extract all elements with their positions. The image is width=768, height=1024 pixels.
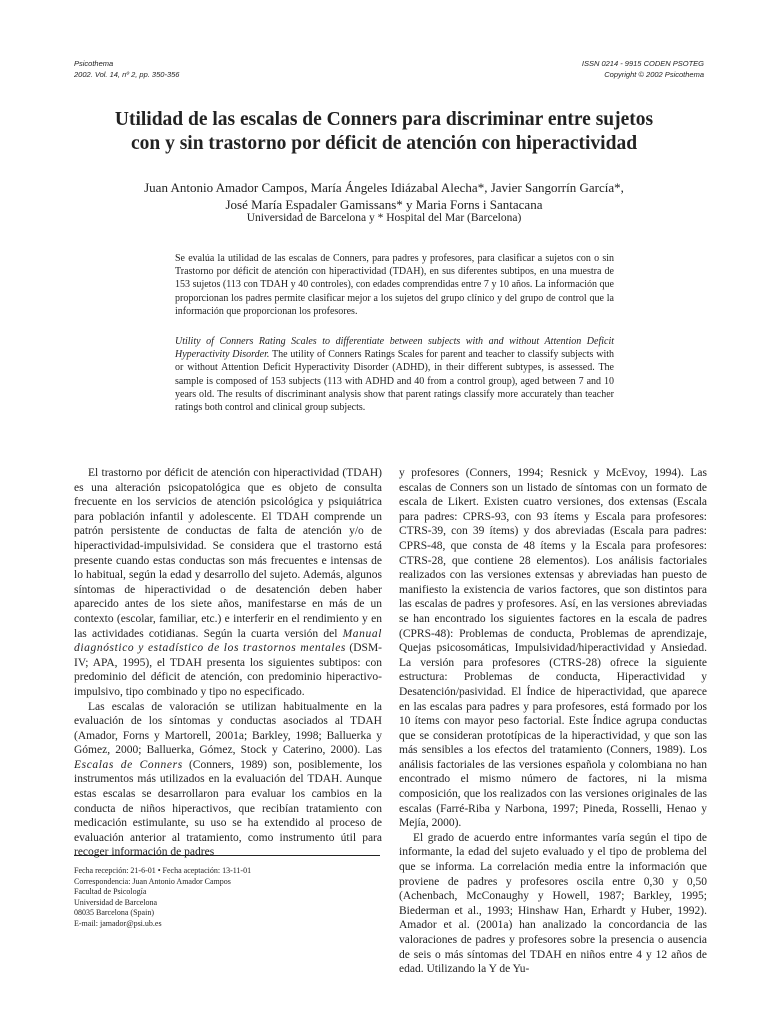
affiliation: Universidad de Barcelona y * Hospital del Mar (Barcelona): [246, 212, 522, 224]
scales-title: Escalas de Conners: [74, 758, 183, 771]
footnote-email: E-mail: jamador@psi.ub.es: [74, 918, 162, 928]
abstract-english: [175, 335, 614, 414]
footnote-correspondence: Correspondencia: Juan Antonio Amador Campos: [74, 876, 231, 886]
paragraph: [74, 466, 382, 700]
paragraph-text: (Conners, 1989) son, posiblemente, los instrumentos más utilizados en la evaluación del TDAH. Aunque estas escalas se desarrollaron para evaluar los cambios en la conducta de niños hiperactivos, que recibían tratamiento con medicación estimulante, su uso se ha extendido al proceso de evaluación anterior al tratamiento, como instrumento útil para recoger información de padres: [74, 758, 383, 859]
journal-header: [74, 58, 179, 80]
journal-issue: 2002. Vol. 14, nº 2, pp. 350-356: [74, 70, 180, 79]
article-title: [60, 108, 708, 156]
copyright-header: [582, 58, 704, 80]
footnote-divider: [74, 855, 380, 856]
footnote-university: Universidad de Barcelona: [74, 897, 158, 907]
body-column-left: [74, 466, 382, 860]
title-line-1: Utilidad de las escalas de Conners para discriminar entre sujetos: [114, 109, 654, 130]
paragraph: El grado de acuerdo entre informantes varía según el tipo de informante, la edad del sujeto evaluado y el tipo de problema del que se informa. La correlación media entre la información que proviene de padres y profesores oscila entre 0,30 y 0,50 (Achenbach, McConaughy y Howell, 1987; Barkley, 1995; Biederman et al., 1993; Hinshaw Han, Erhardt y Huber, 1992). Amador et al. (2001a) han analizado la concordancia de las valoraciones de padres y profesores sobre la presencia o ausencia de seis o más síntomas del TDAH en niños entre 4 y 12 años de edad. Utilizando la Y de Yu-: [399, 831, 707, 976]
issn: ISSN 0214 - 9915 CODEN PSOTEG: [581, 59, 704, 68]
body-column-right: [399, 466, 707, 977]
manual-title: Manual diagnóstico y estadístico de los trastornos mentales: [74, 627, 382, 655]
paragraph-text: (DSM-IV; APA, 1995), el TDAH presenta los siguientes subtipos: con predominio del déficit de atención, con predominio hiperactivo-impulsivo, tipo combinado y tipo no especificado.: [74, 642, 383, 698]
footnote: [74, 866, 251, 930]
english-title: Utility of Conners Rating Scales to differentiate between subjects with and without Attention Deficit Hyperactivity Disorder.: [175, 336, 614, 361]
footnote-dates: Fecha recepción: 21-6-01 • Fecha aceptación: 13-11-01: [74, 866, 252, 875]
copyright: Copyright © 2002 Psicothema: [604, 70, 704, 79]
paragraph: y profesores (Conners, 1994; Resnick y McEvoy, 1994). Las escalas de Conners son un listado de síntomas con un formato de escala de Likert. Existen cuatro versiones, dos extensas (Escala para padres: CPRS-93, con 93 ítems y Escala para profesores: CTRS-39, con 39 ítems) y dos abreviadas (Escala para padres: CPRS-48, que consta de 48 ítems y la Escala para profesores: CTRS-28, que contiene 28 elementos). Los análisis factoriales realizados con las versiones extensas y abreviadas han puesto de manifiesto la existencia de varios factores, que son distintos para las escalas de padres y profesores. Así, en las versiones abreviadas se han encontrado los siguientes factores en la escala de padres (CPRS-48): Problemas de conducta, Problemas de aprendizaje, Quejas psicosomáticas, Impulsividad/hiperactividad y Ansiedad. La versión para profesores (CTRS-28) ofrece la siguiente estructura: Problemas de conducta, Hiperactividad y Desatención/pasividad. El Índice de hiperactividad, que aparece en las escalas para padres y para profesores, está formado por los 10 ítems con mayor peso factorial. Este Índice agrupa conductas que se consideran prototípicas de la hiperactividad, y que son las más sensibles a los efectos del tratamiento (Conners, 1989). Los análisis factoriales de las versiones española y colombiana no han encontrado el mismo número de factores, ni la misma composición, que los realizados con las versiones originales de las escalas (Farré-Riba y Narbona, 1997; Pineda, Rosselli, Henao y Mejía, 2000).: [399, 467, 707, 830]
title-line-2: con y sin trastorno por déficit de atención con hiperactividad: [130, 133, 638, 154]
abstract-spanish: Se evalúa la utilidad de las escalas de Conners, para padres y profesores, para clasificar a sujetos con o sin Trastorno por déficit de atención con hiperactividad (TDAH), en sus diferentes subtipos, en una muestra de 153 sujetos (113 con TDAH y 40 controles), con edades comprendidas entre 7 y 10 años. La información que proporcionan los padres permite clasificar mejor a los sujetos del grupo clínico y del grupo de control que la información que proporcionan los profesores.: [175, 253, 614, 317]
english-abstract-body: The utility of Conners Ratings Scales for parent and teacher to classify subjects with or without Attention Deficit Hyperactivity Disorder (ADHD), in their different subtypes, is assessed. The sample is composed of 153 subjects (113 with ADHD and 40 from a control group), aged between 7 and 10 years old. The results of discriminant analysis show that parent ratings classify more accurately than teacher ratings both control and clinical group subjects.: [175, 349, 614, 414]
authors-line-1: Juan Antonio Amador Campos, María Ángeles Idiázabal Alecha*, Javier Sangorrín García*,: [144, 180, 624, 195]
footnote-city: 08035 Barcelona (Spain): [74, 908, 154, 918]
journal-name: Psicothema: [74, 59, 114, 68]
paragraph: [74, 700, 382, 861]
paragraph-text: El trastorno por déficit de atención con hiperactividad (TDAH) es una alteración psicopatológica que es objeto de consulta frecuente en los servicios de atención psicológica y psiquiátrica para población infantil y adolescente. El TDAH comprende un patrón persistente de conductas de falta de atención y/o de hiperactividad-impulsividad. Se considera que el trastorno está presente cuando estas conductas son más frecuentes e intensas de lo habitual, según la edad y desarrollo del sujeto. Además, algunos síntomas de hiperactividad o de desatención deben haber aparecido antes de los siete años, manifestarse en más de un contexto (escolar, familiar, etc.) e interferir en el rendimiento y en las actividades cotidianas. Según la cuarta versión del: [74, 467, 382, 640]
paragraph-text: Las escalas de valoración se utilizan habitualmente en la evaluación de los síntomas y conductas asociados al TDAH (Amador, Forns y Martorell, 2001a; Barkley, 1998; Balluerka y Gómez, 2000; Balluerka, Gómez, Stock y Caterino, 2000). Las: [74, 700, 382, 757]
authors-line-2: José María Espadaler Gamissans* y Maria Forns i Santacana: [225, 196, 543, 212]
footnote-faculty: Facultad de Psicología: [74, 887, 147, 897]
author-list: [60, 180, 708, 213]
